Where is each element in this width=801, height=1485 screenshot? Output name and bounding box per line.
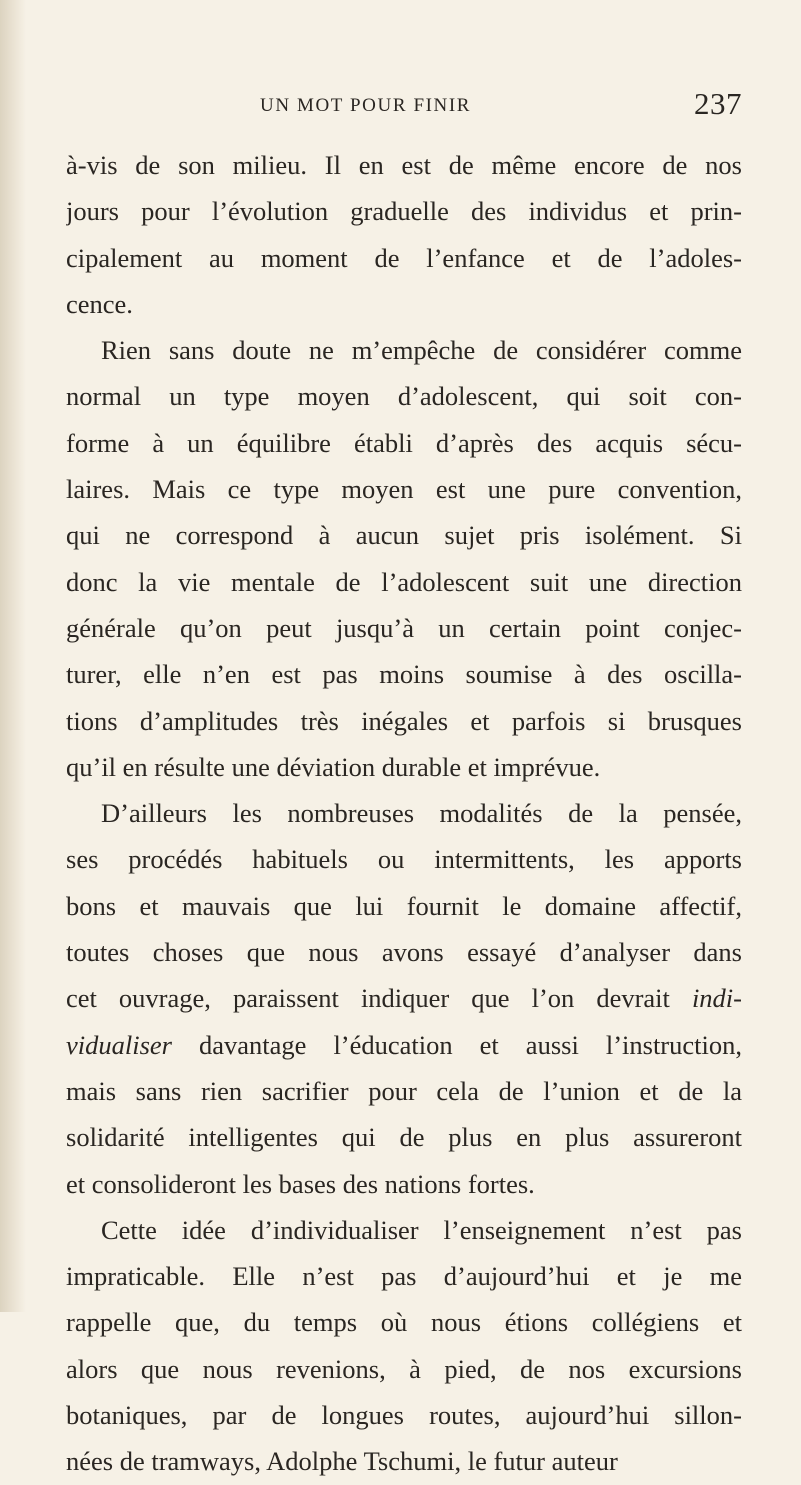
text-line: alors que nous revenions, à pied, de nos excursions — [66, 1353, 742, 1384]
text-line: normal un type moyen d’adolescent, qui soit con- — [66, 381, 742, 412]
text-line: qu’il en résulte une déviation durable et imprévue. — [66, 751, 601, 782]
text-line: cet ouvrage, paraissent indiquer que l’on devrait indi- — [66, 983, 742, 1014]
italic-word: vidualiser — [66, 1029, 172, 1060]
paragraph — [66, 327, 742, 790]
text-line: solidarité intelligentes qui de plus en plus assureront — [66, 1122, 742, 1153]
text-line: botaniques, par de longues routes, aujourd’hui sillon- — [66, 1400, 742, 1431]
text-line: nées de tramways, Adolphe Tschumi, le futur auteur — [66, 1446, 618, 1477]
book-page — [66, 86, 742, 1485]
text-line: rappelle que, du temps où nous étions collégiens et — [66, 1307, 742, 1338]
text-line: vidualiser davantage l’éducation et aussi l’instruction, — [66, 1029, 742, 1060]
text-line: et consolideront les bases des nations fortes. — [66, 1168, 535, 1199]
paragraph — [66, 142, 742, 327]
running-title: UN MOT POUR FINIR — [260, 95, 472, 116]
text-line: cipalement au moment de l’enfance et de l’adoles- — [66, 242, 742, 273]
text-line: ses procédés habituels ou intermittents, les apports — [66, 844, 742, 875]
text-line: Rien sans doute ne m’empêche de considérer comme — [101, 335, 742, 366]
text-line: jours pour l’évolution graduelle des individus et prin- — [66, 196, 742, 227]
binding-shadow — [0, 0, 26, 1312]
text-line: Cette idée d’individualiser l’enseignement n’est pas — [101, 1214, 742, 1245]
text-line: turer, elle n’en est pas moins soumise à des oscilla- — [66, 659, 742, 690]
text-line: tions d’amplitudes très inégales et parfois si brusques — [66, 705, 742, 736]
text-line: toutes choses que nous avons essayé d’analyser dans — [66, 937, 742, 968]
running-head — [66, 86, 742, 132]
page-number: 237 — [694, 86, 742, 121]
paragraph — [66, 1207, 742, 1485]
italic-word: indi- — [691, 983, 742, 1014]
text-line: donc la vie mentale de l’adolescent suit une direction — [66, 566, 742, 597]
text-line: laires. Mais ce type moyen est une pure convention, — [66, 474, 742, 505]
text-line: générale qu’on peut jusqu’à un certain point conjec- — [66, 612, 742, 643]
text-line: forme à un équilibre établi d’après des acquis sécu- — [66, 427, 742, 458]
paragraph — [66, 790, 742, 1207]
text-line: D’ailleurs les nombreuses modalités de la pensée, — [101, 798, 742, 829]
text-line: qui ne correspond à aucun sujet pris isolément. Si — [66, 520, 742, 551]
text-line: mais sans rien sacrifier pour cela de l’union et de la — [66, 1075, 742, 1106]
text-line: impraticable. Elle n’est pas d’aujourd’hui et je me — [66, 1261, 742, 1292]
text-line: à-vis de son milieu. Il en est de même encore de nos — [66, 150, 742, 180]
body-text — [66, 142, 742, 1485]
text-line: bons et mauvais que lui fournit le domaine affectif, — [66, 890, 742, 921]
text-line: cence. — [66, 288, 133, 319]
